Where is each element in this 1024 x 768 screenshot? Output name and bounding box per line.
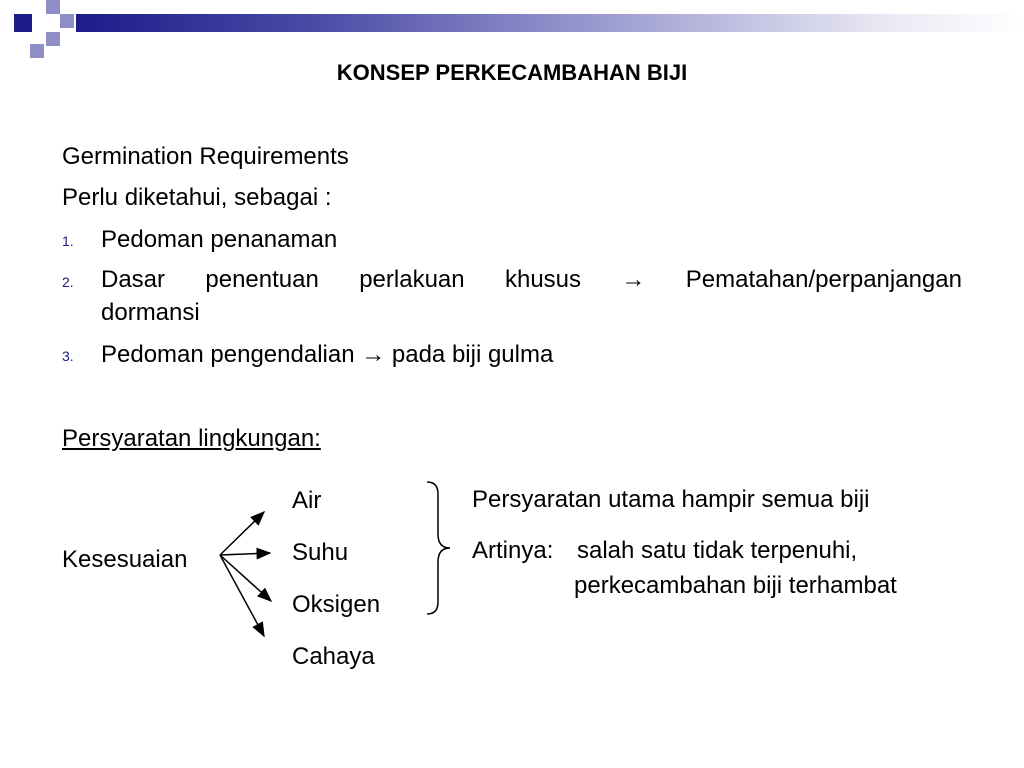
intro-text: Perlu diketahui, sebagai : (62, 184, 332, 211)
curly-brace (427, 482, 450, 614)
list-item-2-word: Pematahan/perpanjangan (685, 266, 962, 293)
list-item-2-word: khusus (504, 266, 582, 293)
arrow-icon: → (621, 266, 646, 293)
factor-oksigen: Oksigen (292, 591, 381, 618)
factor-suhu: Suhu (292, 539, 349, 566)
heading-text: Germination Requirements (62, 143, 349, 170)
factor-air: Air (292, 487, 322, 514)
note-line-1: salah satu tidak terpenuhi, (577, 537, 858, 564)
note-main: Persyaratan utama hampir semua biji (472, 486, 870, 513)
note-line-2: perkecambahan biji terhambat (574, 572, 897, 599)
list-item-2-word: perlakuan (359, 266, 465, 293)
factor-cahaya: Cahaya (292, 643, 375, 670)
note-label: Artinya: (472, 537, 554, 564)
list-item-3: Pedoman pengendalian → pada biji gulma (101, 341, 554, 368)
branch-arrow-oksigen (220, 555, 271, 601)
slide-title: KONSEP PERKECAMBAHAN BIJI (336, 60, 688, 85)
branch-arrow-cahaya (220, 555, 264, 636)
root-label: Kesesuaian (62, 546, 188, 573)
list-number-2: 2. (62, 274, 74, 290)
list-number-3: 3. (62, 348, 74, 364)
list-number-1: 1. (62, 233, 74, 249)
list-item-2-continuation: dormansi (101, 299, 200, 326)
environment-heading: Persyaratan lingkungan: (62, 425, 321, 452)
branch-arrow-air (220, 512, 264, 555)
list-item-1: Pedoman penanaman (101, 226, 338, 253)
list-item-2-word: Dasar (101, 266, 166, 293)
branch-arrow-suhu (220, 553, 270, 555)
list-item-2-word: penentuan (205, 266, 319, 293)
